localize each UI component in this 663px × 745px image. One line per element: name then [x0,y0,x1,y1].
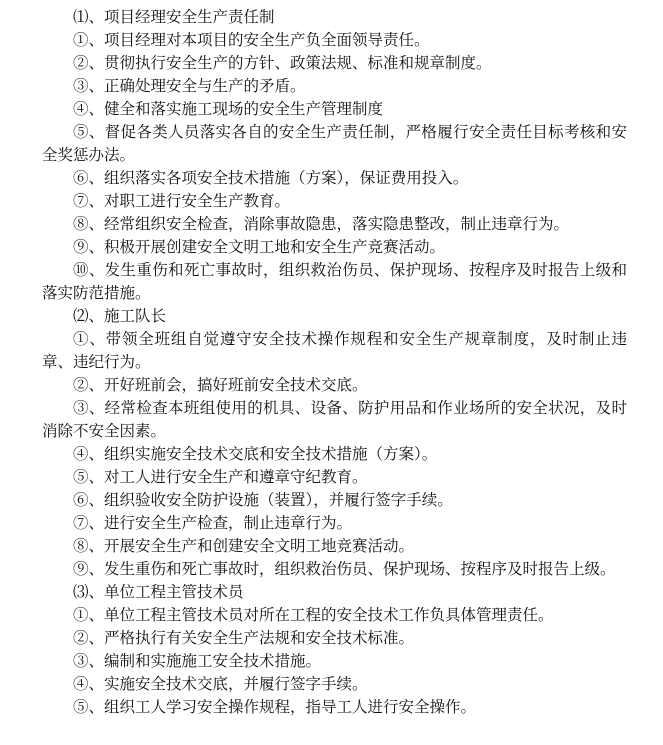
section-1-item-7: ⑦、对职工进行安全生产教育。 [73,192,291,210]
section-3-item-3: ③、编制和实施施工安全技术措施。 [73,652,322,670]
section-heading-2: ⑵、施工队长 [73,307,167,325]
section-2-item-8: ⑧、开展安全生产和创建安全文明工地竞赛活动。 [73,537,415,555]
section-heading-1: ⑴、项目经理安全生产责任制 [73,8,275,26]
section-1-item-10: ⑩、发生重伤和死亡事故时，组织救治伤员、保护现场、按程序及时报告上级和落实防范措施。 [42,261,627,302]
section-2-item-7: ⑦、进行安全生产检查，制止违章行为。 [73,514,353,532]
section-2-item-3: ③、经常检查本班组使用的机具、设备、防护用品和作业场所的安全状况，及时消除不安全因素。 [42,399,627,440]
section-2-item-5: ⑤、对工人进行安全生产和遵章守纪教育。 [73,468,368,486]
section-2-item-9: ⑨、发生重伤和死亡事故时，组织救治伤员、保护现场、按程序及时报告上级。 [73,560,616,578]
section-1-item-8: ⑧、经常组织安全检查，消除事故隐患，落实隐患整改，制止违章行为。 [73,215,570,233]
section-1-item-9: ⑨、积极开展创建安全文明工地和安全生产竞赛活动。 [73,238,446,256]
section-3-item-4: ④、实施安全技术交底，并履行签字手续。 [73,675,368,693]
section-1-item-6: ⑥、组织落实各项安全技术措施（方案），保证费用投入。 [73,169,469,187]
section-2-item-2: ②、开好班前会，搞好班前安全技术交底。 [73,376,368,394]
section-1-item-3: ③、正确处理安全与生产的矛盾。 [73,77,306,95]
section-heading-3: ⑶、单位工程主管技术员 [73,583,244,601]
section-2-item-4: ④、组织实施安全技术交底和安全技术措施（方案）。 [73,445,438,463]
section-2-item-1: ①、带领全班组自觉遵守安全技术操作规程和安全生产规章制度，及时制止违章、违纪行为。 [42,330,627,371]
section-2-item-6: ⑥、组织验收安全防护设施（装置），并履行签字手续。 [73,491,453,509]
section-3-item-1: ①、单位工程主管技术员对所在工程的安全技术工作负具体管理责任。 [73,606,554,624]
section-3-item-2: ②、严格执行有关安全生产法规和安全技术标准。 [73,629,415,647]
section-3-item-5: ⑤、组织工人学习安全操作规程，指导工人进行安全操作。 [73,698,477,716]
section-1-item-5: ⑤、督促各类人员落实各自的安全生产责任制，严格履行安全责任目标考核和安全奖惩办法。 [42,123,627,164]
section-1-item-1: ①、项目经理对本项目的安全生产负全面领导责任。 [73,31,430,49]
section-1-item-4: ④、健全和落实施工现场的安全生产管理制度 [73,100,384,118]
section-1-item-2: ②、贯彻执行安全生产的方针、政策法规、标准和规章制度。 [73,54,492,72]
